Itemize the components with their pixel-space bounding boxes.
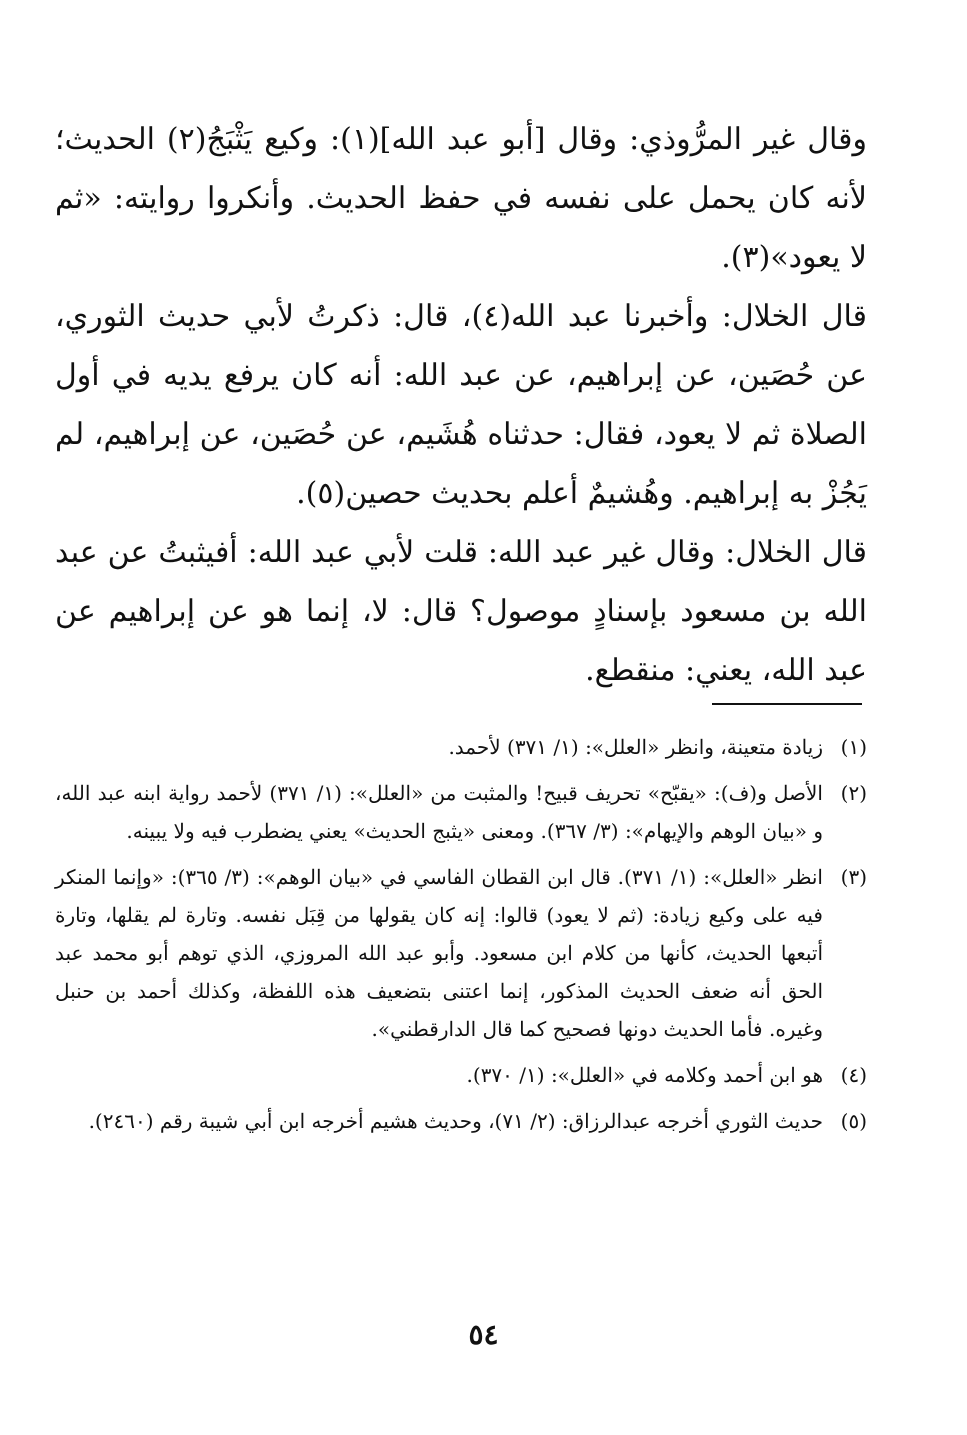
footnote-number: (١): [840, 735, 867, 759]
page-number: ٥٤: [468, 1318, 499, 1351]
footnote-number: (٢): [840, 781, 867, 805]
main-text: [55, 110, 867, 700]
footnote-text: حديث الثوري أخرجه عبدالرزاق: (٢/ ٧١)، وحديث هشيم أخرجه ابن أبي شيبة رقم (٢٤٦٠).: [88, 1109, 823, 1133]
footnote: [55, 774, 867, 850]
footnote: [55, 728, 867, 766]
footnote-separator: [712, 703, 862, 705]
paragraph: قال الخلال: وقال غير عبد الله: قلت لأبي عبد الله: أفيثبتُ عن عبد الله بن مسعود بإسنادٍ موصول؟ قال: لا، إنما هو عن إبراهيم عن عبد الله، يعني: منقطع.: [55, 535, 867, 688]
footnote-text: هو ابن أحمد وكلامه في «العلل»: (١/ ٣٧٠).: [466, 1063, 823, 1087]
footnote: [55, 1056, 867, 1094]
paragraph: قال الخلال: وأخبرنا عبد الله(٤)، قال: ذكرتُ لأبي حديث الثوري، عن حُصَين، عن إبراهيم، عن عبد الله: أنه كان يرفع يديه في أول الصلاة ثم لا يعود، فقال: حدثناه هُشَيم، عن حُصَين، عن إبراهيم، لم يَجُزْ به إبراهيم. وهُشيمٌ أعلم بحديث حصين(٥).: [55, 299, 868, 511]
paragraph: وقال غير المرُّوذي: وقال [أبو عبد الله](١): وكيع يَثْبَجُ(٢) الحديث؛ لأنه كان يحمل على نفسه في حفظ الحديث. وأنكروا روايته: «ثم لا يعود»(٣).: [55, 122, 867, 275]
footnote: [55, 1102, 867, 1140]
footnote-number: (٣): [840, 865, 867, 889]
footnote-text: انظر «العلل»: (١/ ٣٧١). قال ابن القطان الفاسي في «بيان الوهم»: (٣/ ٣٦٥): «وإنما المنكر فيه على وكيع زيادة: (ثم لا يعود) قالوا: إنه كان يقولها من قِبَل نفسه. وتارة لم يقلها، وتارة أتبعها الحديث، كأنها من كلام ابن مسعود. وأبو عبد الله المروزي، الذي توهم أبو محمد عبد الحق أنه ضعف الحديث المذكور، إنما اعتنى بتضعيف هذه اللفظة، وكذلك أحمد بن حنبل وغيره. فأما الحديث دونها فصحيح كما قال الدارقطني».: [55, 865, 823, 1041]
footnote-number: (٤): [840, 1063, 867, 1087]
footnote: [55, 858, 867, 1048]
footnote-number: (٥): [840, 1109, 867, 1133]
footnote-text: الأصل و(ف): «يقبّح» تحريف قبيح! والمثبت من «العلل»: (١/ ٣٧١) لأحمد رواية ابنه عبد الله، و «بيان الوهم والإيهام»: (٣/ ٣٦٧). ومعنى «يثبج الحديث» يعني يضطرب فيه ولا يبينه.: [55, 781, 823, 843]
footnotes: [55, 728, 867, 1148]
footnote-text: زيادة متعينة، وانظر «العلل»: (١/ ٣٧١) لأحمد.: [448, 735, 823, 759]
